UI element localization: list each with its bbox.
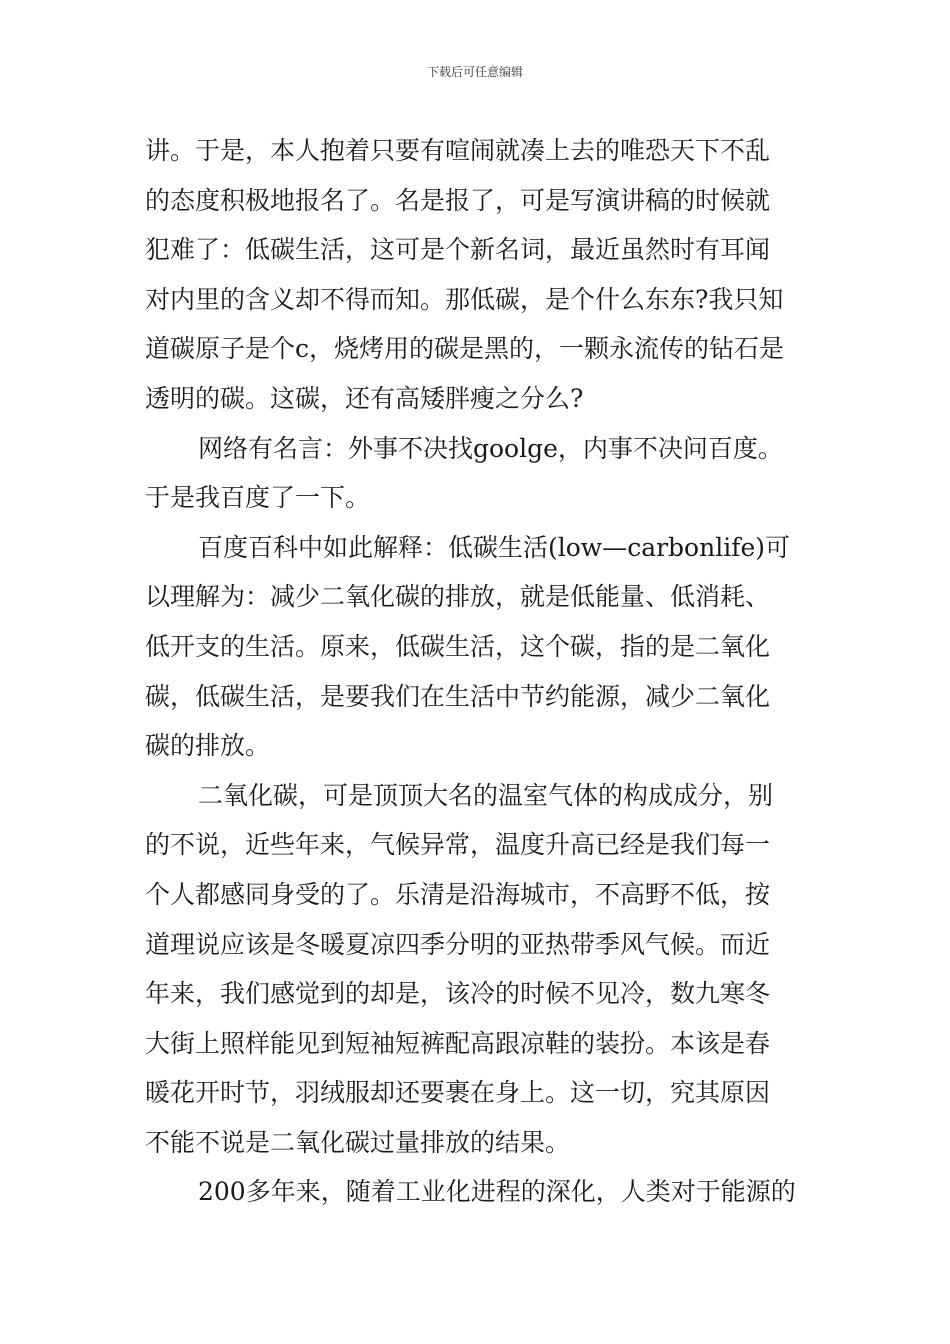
text-line: 百度百科中如此解释：低碳生活(low—carbonlife)可: [198, 532, 791, 562]
text-line: 的态度积极地报名了。名是报了，可是写演讲稿的时候就: [145, 185, 771, 215]
text-line: 道理说应该是冬暖夏凉四季分明的亚热带季风气候。而近: [145, 929, 771, 959]
text-line: 对内里的含义却不得而知。那低碳，是个什么东东?我只知: [145, 284, 784, 314]
text-line: 的不说，近些年来，气候异常，温度升高已经是我们每一: [145, 830, 771, 860]
text-line: 网络有名言：外事不决找goolge，内事不决问百度。: [198, 433, 783, 463]
text-line: 年来，我们感觉到的却是，该冷的时候不见冷，数九寒冬: [145, 979, 771, 1009]
text-line: 个人都感同身受的了。乐清是沿海城市，不高野不低，按: [145, 879, 771, 909]
paragraph: [145, 126, 810, 424]
text-line: 讲。于是，本人抱着只要有喧闹就凑上去的唯恐天下不乱: [145, 136, 771, 165]
text-line: 200多年来，随着工业化进程的深化，人类对于能源的: [198, 1177, 796, 1207]
text-line: 以理解为：减少二氧化碳的排放，就是低能量、低消耗、: [145, 582, 771, 612]
text-line: 道碳原子是个c，烧烤用的碳是黑的，一颗永流传的钻石是: [145, 334, 785, 364]
text-line: 不能不说是二氧化碳过量排放的结果。: [145, 1127, 571, 1157]
text-line: 二氧化碳，可是顶顶大名的温室气体的构成成分，别: [198, 780, 774, 810]
paragraph: [145, 523, 810, 771]
text-line: 低开支的生活。原来，低碳生活，这个碳，指的是二氧化: [145, 631, 771, 661]
text-line: 碳的排放。: [145, 731, 271, 761]
document-body: [145, 126, 810, 1217]
text-line: 大街上照样能见到短袖短裤配高跟凉鞋的装扮。本该是春: [145, 1028, 771, 1058]
text-line: 碳，低碳生活，是要我们在生活中节约能源，减少二氧化: [145, 681, 771, 711]
text-line: 犯难了：低碳生活，这可是个新名词，最近虽然时有耳闻: [145, 235, 771, 265]
paragraph: [145, 424, 810, 523]
paragraph: [145, 1167, 810, 1217]
text-line: 于是我百度了一下。: [145, 483, 371, 513]
paragraph: [145, 771, 810, 1168]
text-line: 暖花开时节，羽绒服却还要裹在身上。这一切，究其原因: [145, 1078, 771, 1108]
text-line: 透明的碳。这碳，还有高矮胖瘦之分么?: [145, 383, 584, 413]
page-header: 下载后可任意编辑: [426, 65, 523, 79]
